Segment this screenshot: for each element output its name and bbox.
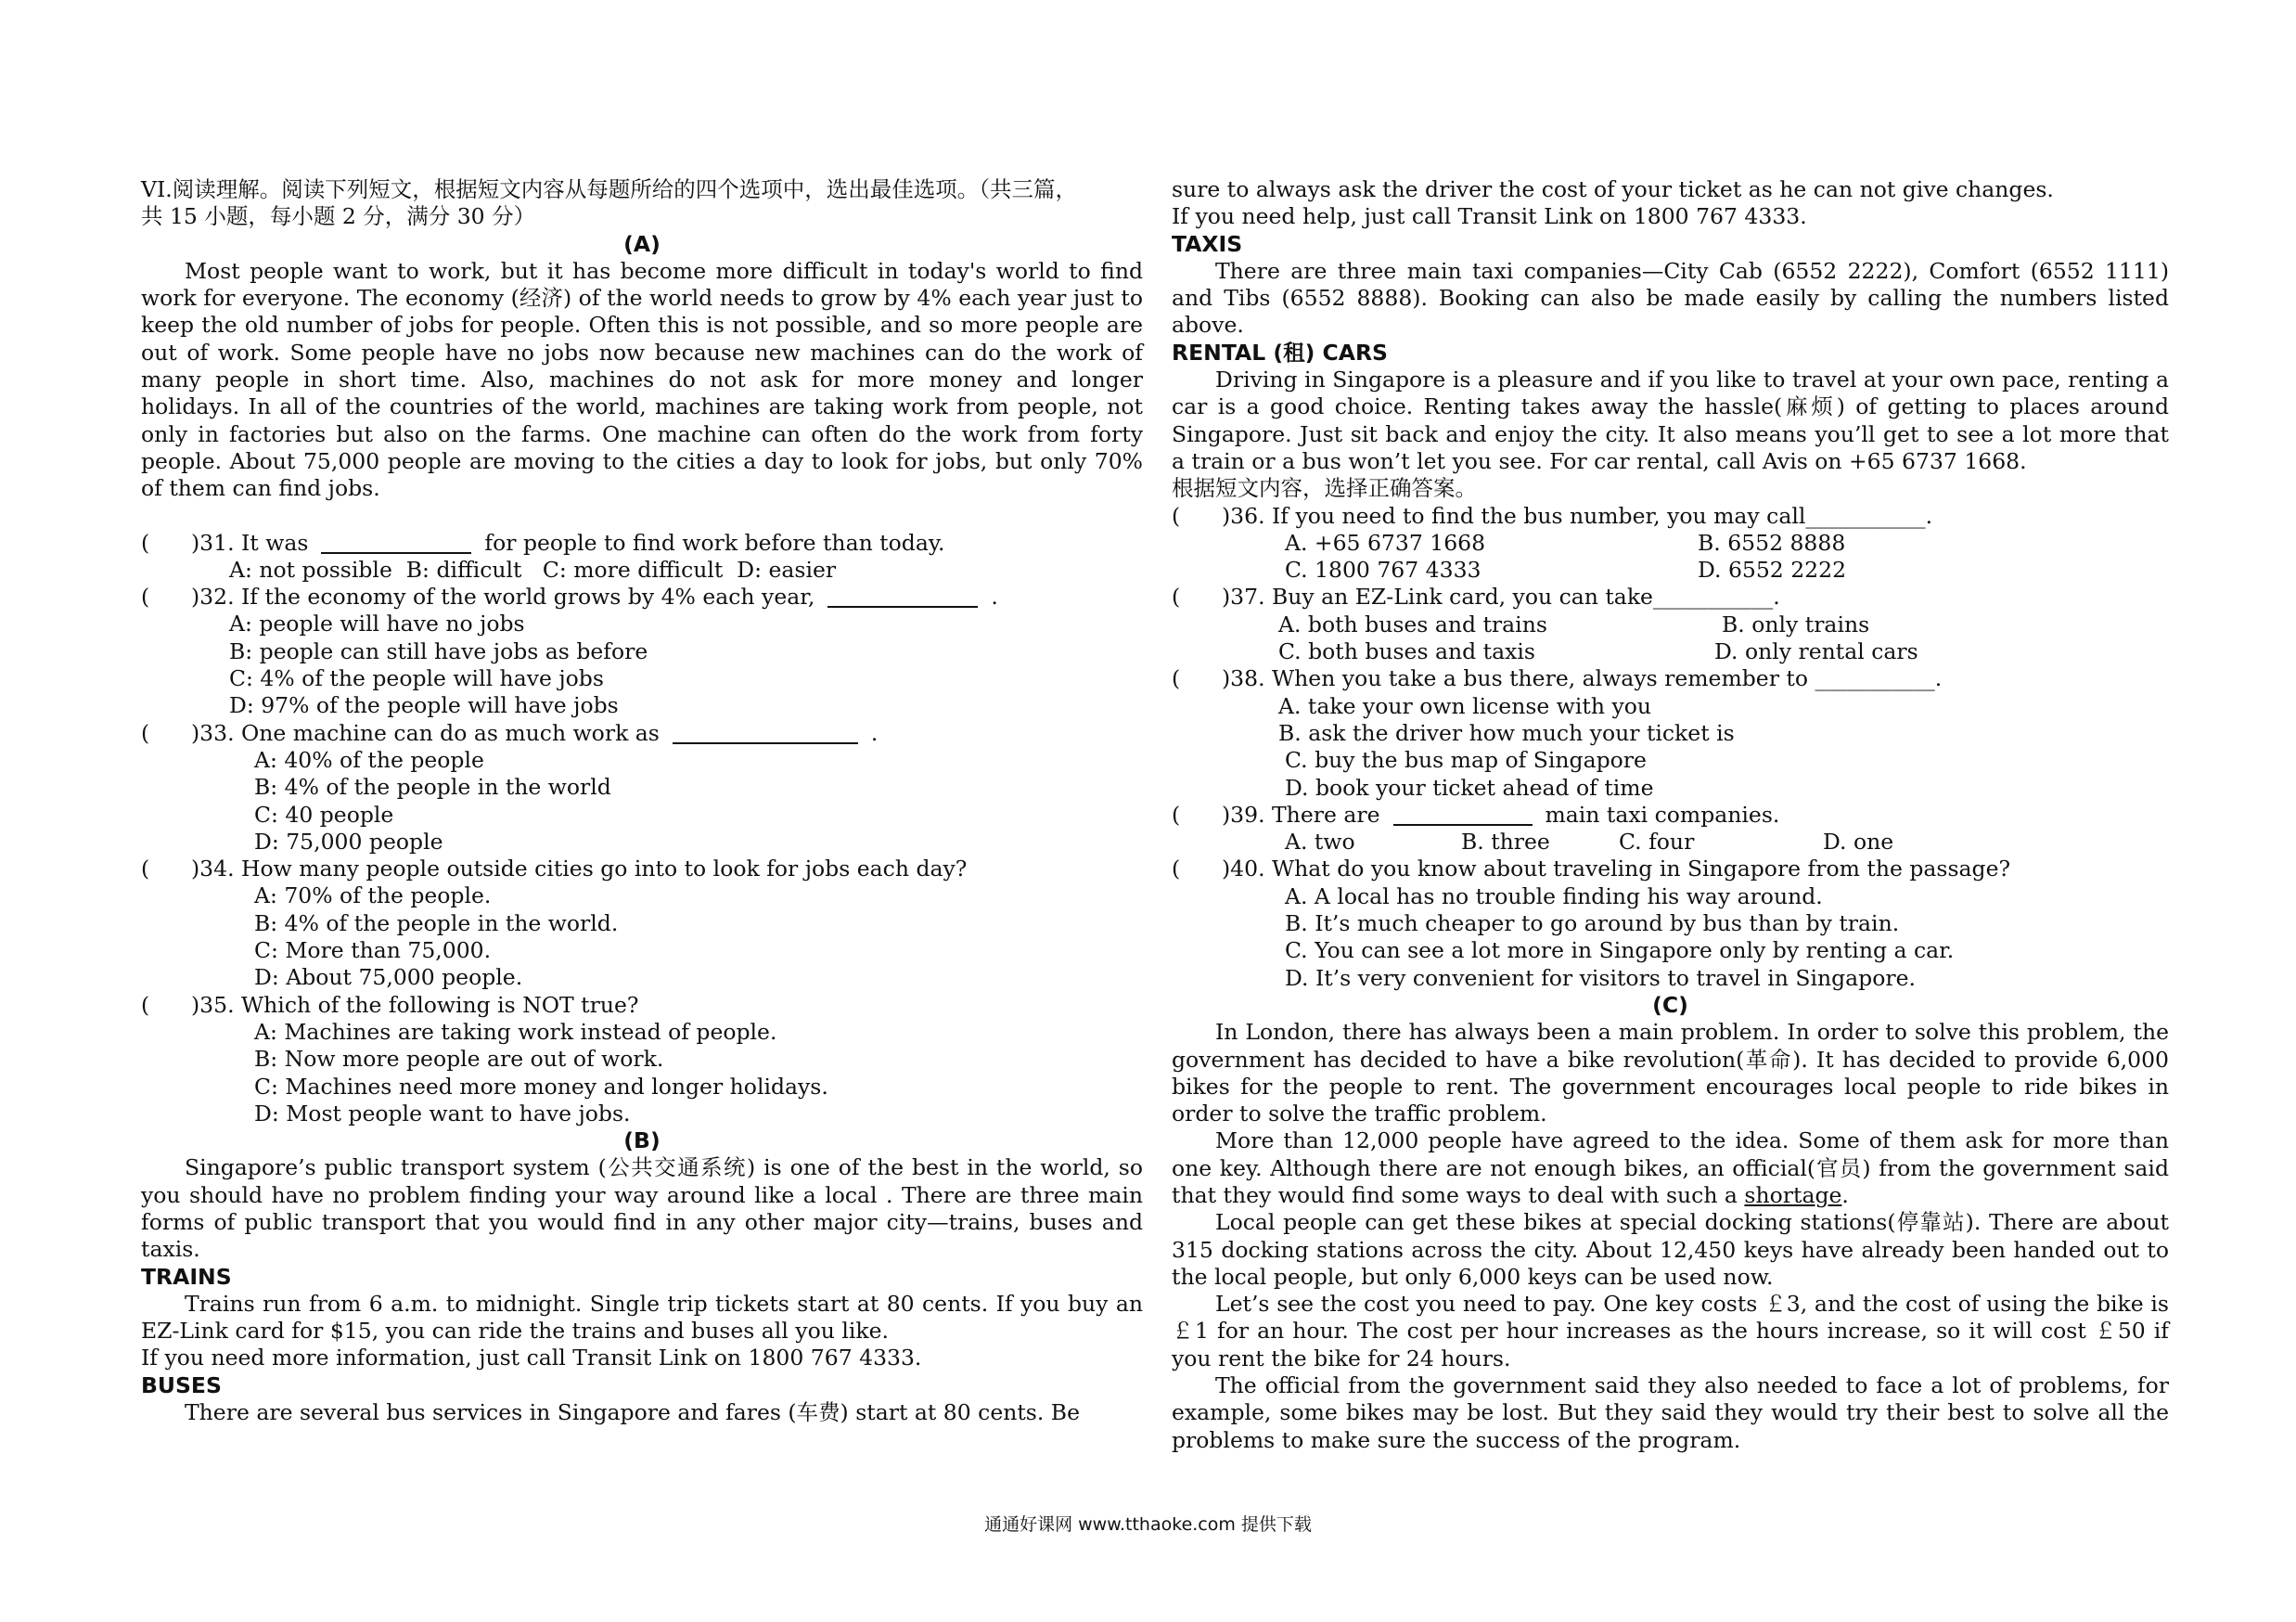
taxis-text: There are three main taxi companies—City Cab (6552 2222), Comfort (6552 1111) and Tibs (6552 8888). Booking can also be made easily by calling the numbers listed above. xyxy=(1172,257,2169,339)
passage-a-text: Most people want to work, but it has become more difficult in today's world to find work for everyone. The economy (经济) of the world needs to grow by 4% each year just to keep the old number of jobs for people. Often this is not possible, and so more people are out of work. Some people have no jobs now because new machines can do the work of many people in short time. Also, machines do not ask for more money and longer holidays. In all of the countries of the world, machines are taking work from people, not only in factories but also on the farms. One machine can often do the work from forty people. About 75,000 people are moving to the cities a day to look for jobs, but only 70% of them can find jobs. xyxy=(141,257,1143,502)
rental-heading: RENTAL (租) CARS xyxy=(1172,339,1388,366)
question-38-options: A. take your own license with you B. ask the driver how much your ticket is C. buy the bus map of Singapore D. book your ticket ahead of time xyxy=(1278,692,1735,801)
instructions-line1: VI.阅读理解。阅读下列短文，根据短文内容从每题所给的四个选项中，选出最佳选项。（共三篇， xyxy=(141,176,1077,202)
buses-heading: BUSES xyxy=(141,1371,222,1398)
page-footer: 通通好课网 www.tthaoke.com 提供下载 xyxy=(984,1514,1312,1535)
taxis-heading: TAXIS xyxy=(1172,230,1243,257)
question-39-options: A. two B. three C. four D. one xyxy=(1285,829,1894,856)
question-33: ( )33. One machine can do as much work as . xyxy=(141,719,879,746)
answer-blank xyxy=(673,720,858,744)
shortage-word: shortage xyxy=(1744,1181,1842,1208)
rental-text: Driving in Singapore is a pleasure and if you like to travel at your own pace, renting a car is a good choice. Renting takes away the hassle(麻烦) of getting to places around Singapore. Just sit back and enjoy the city. It also means you’ll get to see a lot more that a train or a bus won’t let you see. For car rental, call Avis on +65 6737 1668. xyxy=(1172,367,2169,474)
answer-blank xyxy=(321,530,471,554)
passage-c-p4: Let’s see the cost you need to pay. One key costs ￡3, and the cost of using the bike is ￡1 for an hour. The cost per hour increases as the hours increase, so it will cost ￡50 if you rent the bike for 24 hours. xyxy=(1172,1291,2169,1371)
right-column xyxy=(1172,176,2169,1454)
passage-c-p2: More than 12,000 people have agreed to the idea. Some of them ask for more than one key. Although there are not enough bikes, an official(官员) from the government said that they would find some ways to deal with such a shortage. xyxy=(1172,1127,2169,1208)
question-36-options: A. +65 6737 1668 B. 6552 8888 C. 1800 767 4333 D. 6552 2222 xyxy=(1285,529,1847,584)
question-32-options: A: people will have no jobs B: people can still have jobs as before C: 4% of the people will have jobs D: 97% of the people will have jobs xyxy=(229,611,648,719)
passage-c-p3: Local people can get these bikes at special docking stations(停靠站). There are about 315 docking stations across the city. About 12,450 keys have already been handed out to the local people, but only 6,000 keys can be used now. xyxy=(1172,1209,2169,1290)
question-31-options: A: not possible B: difficult C: more difficult D: easier xyxy=(229,556,837,583)
question-31: ( )31. It was for people to find work before than today. xyxy=(141,529,945,556)
question-34-options: A: 70% of the people. B: 4% of the people in the world. C: More than 75,000. D: About 75,000 people. xyxy=(254,882,619,991)
question-34: ( )34. How many people outside cities go into to look for jobs each day? xyxy=(141,856,968,882)
passage-b-intro: Singapore’s public transport system (公共交通系统) is one of the best in the world, so you should have no problem finding your way around like a local . There are three main forms of public transport that you would find in any other major city—trains, buses and taxis. xyxy=(141,1154,1143,1263)
passage-b-instructions: 根据短文内容，选择正确答案。 xyxy=(1172,475,1477,502)
question-32: ( )32. If the economy of the world grows by 4% each year, . xyxy=(141,584,998,611)
instructions-line2: 共 15 小题，每小题 2 分，满分 30 分） xyxy=(141,203,536,230)
question-35: ( )35. Which of the following is NOT true? xyxy=(141,991,639,1018)
buses-text-continued: sure to always ask the driver the cost of your ticket as he can not give changes. xyxy=(1172,176,2054,202)
answer-blank xyxy=(1393,802,1533,826)
question-35-options: A: Machines are taking work instead of people. B: Now more people are out of work. C: Machines need more money and longer holidays. D: Most people want to have jobs. xyxy=(254,1018,828,1126)
buses-text: There are several bus services in Singapore and fares (车费) start at 80 cents. Be xyxy=(185,1399,1080,1426)
passage-a-title: (A) xyxy=(623,230,661,257)
passage-b-title: (B) xyxy=(623,1127,661,1154)
question-37-options: A. both buses and trains B. only trains C. both buses and taxis D. only rental cars xyxy=(1278,611,1918,665)
question-37: ( )37. Buy an EZ-Link card, you can take___________. xyxy=(1172,584,1780,611)
passage-c-title: (C) xyxy=(1652,991,1688,1018)
question-39: ( )39. There are main taxi companies. xyxy=(1172,801,1780,828)
question-33-options: A: 40% of the people B: 4% of the people in the world C: 40 people D: 75,000 people xyxy=(254,746,611,855)
trains-help: If you need more information, just call Transit Link on 1800 767 4333. xyxy=(141,1345,922,1371)
trains-text: Trains run from 6 a.m. to midnight. Single trip tickets start at 80 cents. If you buy an EZ-Link card for $15, you can ride the trains and buses all you like. xyxy=(141,1290,1143,1345)
answer-blank xyxy=(827,584,978,608)
passage-c-p5: The official from the government said they also needed to face a lot of problems, for example, some bikes may be lost. But they said they would try their best to solve all the problems to make sure the success of the program. xyxy=(1172,1372,2169,1453)
trains-heading: TRAINS xyxy=(141,1263,232,1290)
question-36: ( )36. If you need to find the bus number, you may call___________. xyxy=(1172,502,1933,529)
question-40: ( )40. What do you know about traveling in Singapore from the passage? xyxy=(1172,856,2011,882)
passage-c-p1: In London, there has always been a main problem. In order to solve this problem, the government has decided to have a bike revolution(革命). It has decided to provide 6,000 bikes for the people to rent. The government encourages local people to ride bikes in order to solve the traffic problem. xyxy=(1172,1019,2169,1127)
question-40-options: A. A local has no trouble finding his way around. B. It’s much cheaper to go around by bus than by train. C. You can see a lot more in Singapore only by renting a car. D. It’s very convenient for visitors to travel in Singapore. xyxy=(1285,882,1955,991)
question-38: ( )38. When you take a bus there, always remember to ___________. xyxy=(1172,665,1943,692)
buses-help: If you need help, just call Transit Link on 1800 767 4333. xyxy=(1172,203,1807,230)
left-column xyxy=(141,176,1143,1426)
